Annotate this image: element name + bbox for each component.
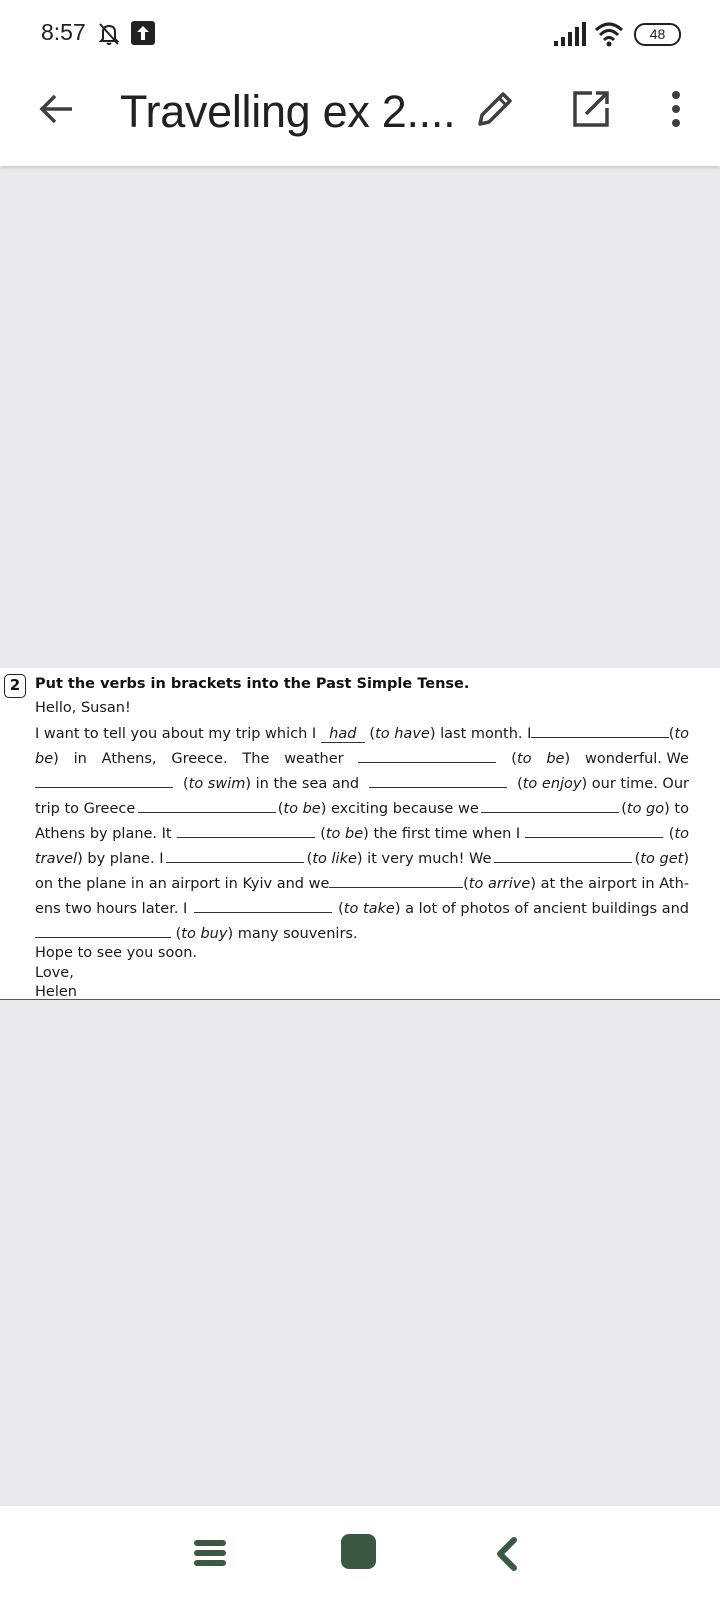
text-line-1: I want to tell you about my trip which I had (to have) last month. I (to: [35, 726, 689, 742]
exercise-number: 2: [4, 674, 26, 698]
text-segment: I want to tell you about my trip which I: [35, 726, 317, 742]
system-nav-bar: [0, 1506, 720, 1600]
document-page: [0, 668, 720, 1000]
exercise-instruction: Put the verbs in brackets into the Past Simple Tense.: [35, 676, 470, 692]
text-line-8: ens two hours later. I (to take) a lot of photos of ancient buildings and: [35, 901, 689, 917]
text-line-9: (to buy) many souvenirs.: [35, 924, 689, 942]
answer-blank: [177, 824, 315, 838]
answer-blank: [138, 799, 276, 813]
answer-blank: [525, 824, 663, 838]
more-vert-icon[interactable]: [664, 88, 688, 130]
text-line-6: travel) by plane. I (to like) it very much! We (to get): [35, 851, 689, 867]
wifi-icon: [594, 20, 624, 48]
signature: Helen: [35, 984, 77, 1000]
document-title: Travelling ex 2....: [120, 86, 456, 137]
text-segment: wonderful. We: [584, 751, 689, 767]
text-segment: our time. Our: [591, 776, 689, 792]
text-line-2: be) in Athens, Greece. The weather (to be) wonderful. We: [35, 751, 689, 767]
answer-blank: [531, 724, 668, 738]
edit-pencil-icon[interactable]: [474, 88, 516, 130]
home-icon[interactable]: [341, 1534, 376, 1569]
bell-off-icon: [96, 20, 122, 46]
answer-blank: [35, 924, 171, 938]
sign-off: Love,: [35, 965, 74, 981]
answer-blank: [35, 774, 173, 788]
text-segment: a lot of photos of ancient buildings and: [405, 901, 689, 917]
battery-icon: 48: [634, 23, 681, 46]
text-segment: at the airport in Ath-: [540, 876, 689, 892]
greeting: Hello, Susan!: [35, 700, 131, 716]
back-arrow-icon[interactable]: [36, 88, 78, 130]
text-segment: on the plane in an airport in Kyiv and we: [35, 876, 330, 892]
answer-blank: [194, 899, 332, 913]
back-icon[interactable]: [494, 1536, 520, 1572]
answer-blank: [358, 749, 496, 763]
text-segment: trip to Greece: [35, 801, 136, 817]
text-segment: ens two hours later. I: [35, 901, 188, 917]
text-line-3: (to swim) in the sea and (to enjoy) our time. Our: [35, 774, 689, 792]
answer-blank: [494, 849, 632, 863]
text-segment: in the sea and: [255, 776, 360, 792]
text-segment: the first time when I: [373, 826, 521, 842]
text-segment: many souvenirs.: [237, 926, 358, 942]
signal-icon: [554, 22, 586, 46]
app-bar: [0, 68, 720, 166]
text-line-7: on the plane in an airport in Kyiv and we (to arrive) at the airport in Ath-: [35, 876, 689, 892]
text-line-5: Athens by plane. It (to be) the first time when I (to: [35, 826, 689, 842]
answer-blank: [481, 799, 619, 813]
text-line-4: trip to Greece (to be) exciting because we (to go) to: [35, 801, 689, 817]
text-segment: Athens by plane. It: [35, 826, 172, 842]
text-segment: last month. I: [440, 726, 532, 742]
answer-example: had: [321, 726, 365, 743]
open-external-icon[interactable]: [570, 88, 612, 130]
upload-icon: [131, 21, 155, 45]
text-segment: exciting because we: [331, 801, 479, 817]
answer-blank: [369, 774, 507, 788]
closing: Hope to see you soon.: [35, 945, 198, 961]
status-bar: [0, 0, 720, 68]
text-segment: it very much! We: [367, 851, 492, 867]
answer-blank: [166, 849, 304, 863]
answer-blank: [329, 874, 463, 888]
status-time: 8:57: [41, 19, 86, 45]
recent-apps-icon[interactable]: [193, 1536, 227, 1570]
text-segment: by plane. I: [87, 851, 164, 867]
